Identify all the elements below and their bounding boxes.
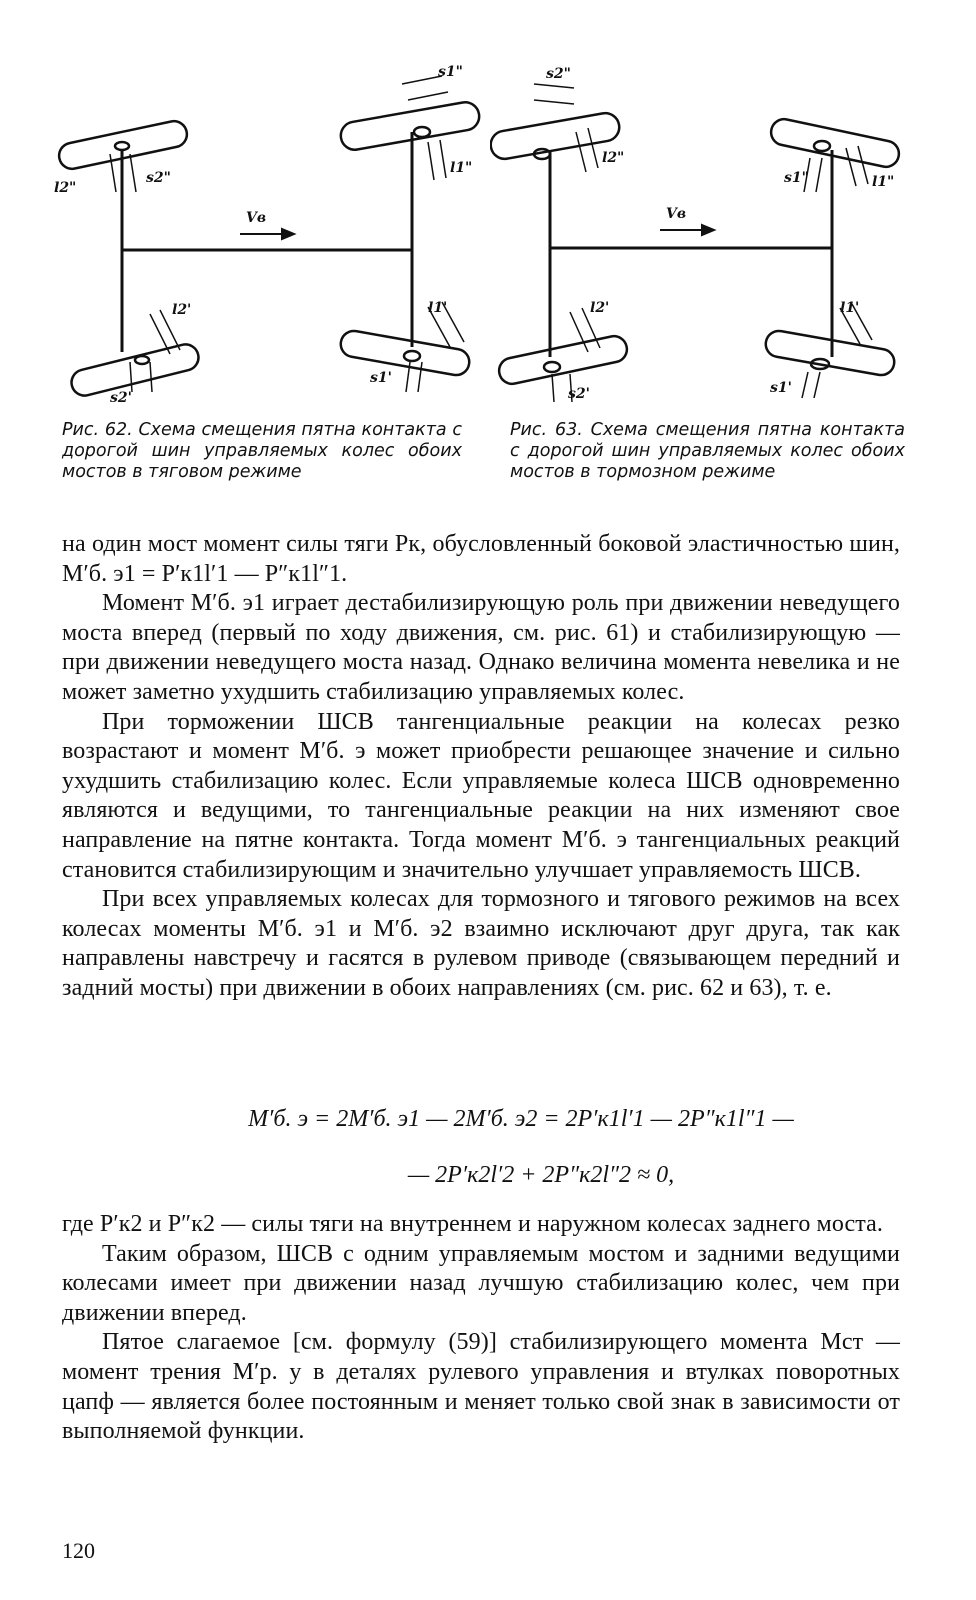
wheel-lower-left	[69, 342, 201, 399]
label-l2-upper: l2"	[602, 150, 625, 166]
contact-patch	[544, 362, 560, 372]
body-text-block-2	[62, 1210, 900, 1447]
contact-patch	[115, 142, 129, 150]
paragraph: где P′к2 и P″к2 — силы тяги на внутреннем и наружном колесах заднего моста.	[62, 1211, 884, 1237]
label-l1-upper: l1"	[450, 160, 473, 176]
label-s2-lower: s2'	[110, 390, 132, 406]
figure-63-caption: Рис. 63. Схема смещения пятна контакта с дорогой шин управляемых колес обоих мостов в тормозном режиме	[510, 420, 905, 482]
wheel-lower-left	[497, 334, 630, 386]
figure-63-diagram	[490, 62, 910, 412]
velocity-label: Vв	[246, 210, 267, 226]
label-l1-lower: l1'	[840, 300, 860, 316]
figure-63-svg	[490, 62, 910, 412]
label-l2-upper: l2"	[54, 180, 77, 196]
paragraph: на один мост момент силы тяги Pк, обусловленный боковой эластичностью шин, M′б. э1 = P′к1l′1 — P″к1l″1.	[62, 531, 900, 587]
label-l2-lower: l2'	[172, 302, 192, 318]
label-s2-upper: s2"	[546, 66, 571, 82]
paragraph: Таким образом, ШСВ с одним управляемым мостом и задними ведущими колесами имеет при движении назад лучшую стабилизацию колес, чем при движении вперед.	[62, 1240, 900, 1326]
contact-patch	[814, 141, 830, 151]
wheel-upper-right	[339, 100, 482, 152]
equation-line-1: M′б. э = 2M′б. э1 — 2M′б. э2 = 2P′к1l′1 — 2P″к1l″1 —	[248, 1106, 794, 1132]
label-s2-upper: s2"	[146, 170, 171, 186]
paragraph: При торможении ШСВ тангенциальные реакции на колесах резко возрастают и момент M′б. э может приобрести решающее значение и сильно ухудшить стабилизацию колес. Если управляемые колеса ШСВ одновременно являются и ведущими, то тангенциальные реакции на них изменяют свое направление на пятне контакта. Тогда момент M′б. э тангенциальных реакций становится стабилизирующим и значительно улучшает управляемость ШСВ.	[62, 708, 900, 883]
velocity-label: Vв	[666, 206, 687, 222]
figure-62-diagram	[50, 62, 490, 412]
contact-patch	[404, 351, 420, 361]
label-l2-lower: l2'	[590, 300, 610, 316]
label-s1-upper: s1"	[784, 170, 809, 186]
contact-patch	[414, 127, 430, 137]
paragraph: Пятое слагаемое [см. формулу (59)] стабилизирующего момента Mст — момент трения M′р. у в деталях рулевого управления и втулках поворотных цапф — является более постоянным и меняет только свой знак в зависимости от выполняемой функции.	[62, 1329, 900, 1445]
contact-patch	[135, 356, 149, 364]
body-text-block-1	[62, 530, 900, 1004]
label-s1-lower: s1'	[770, 380, 792, 396]
page-number: 120	[62, 1538, 95, 1563]
paragraph: Момент M′б. э1 играет дестабилизирующую роль при движении неведущего моста вперед (первый по ходу движения, см. рис. 61) и стабилизирующую — при движении неведущего моста назад. Однако величина момента невелика и не может заметно ухудшить стабилизацию управляемых колес.	[62, 590, 900, 705]
wheel-lower-right	[764, 329, 897, 377]
wheel-upper-right	[769, 117, 902, 169]
paragraph: При всех управляемых колесах для тормозного и тягового режимов на всех колесах моменты M′б. э1 и M′б. э2 взаимно исключают друг друга, так как направлены навстречу и гасятся в рулевом приводе (связывающем передний и задний мосты) при движении в обоих направлениях (см. рис. 62 и 63), т. е.	[62, 886, 900, 1001]
label-s2-lower: s2'	[568, 386, 590, 402]
figure-62-svg	[50, 62, 490, 412]
label-l1-upper: l1"	[872, 174, 895, 190]
equation-line-2: — 2P′к2l′2 + 2P″к2l″2 ≈ 0,	[407, 1162, 675, 1188]
label-s1-upper: s1"	[438, 64, 463, 80]
label-s1-lower: s1'	[370, 370, 392, 386]
label-l1-lower: l1'	[428, 300, 448, 316]
figure-62-caption: Рис. 62. Схема смещения пятна контакта с дорогой шин управляемых колес обоих мостов в тяговом режиме	[62, 420, 462, 482]
